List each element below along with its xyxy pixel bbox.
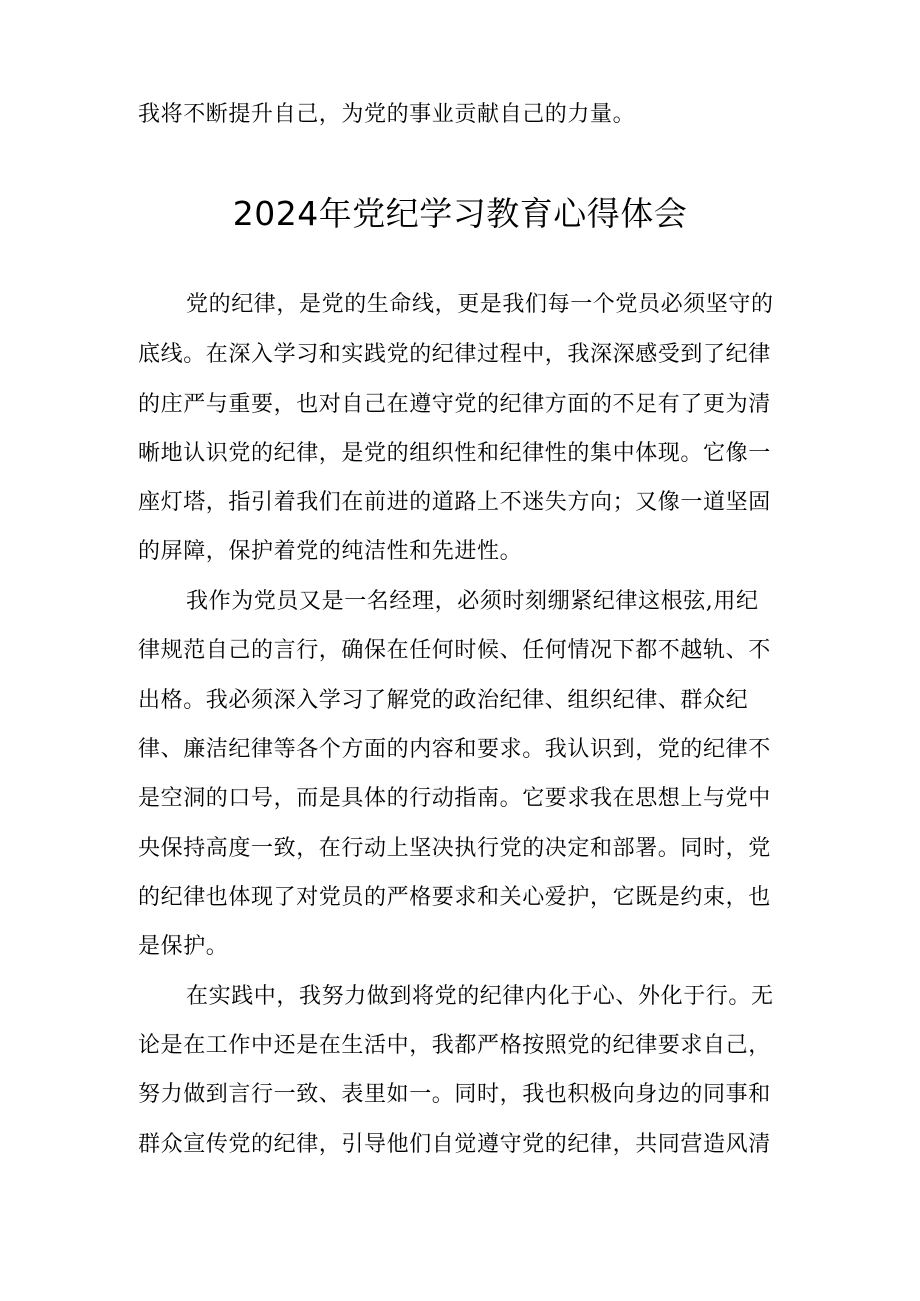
paragraph-1-line-2: 底线。在深入学习和实践党的纪律过程中，我深深感受到了纪律 (138, 342, 771, 367)
previous-essay-closing-line: 我将不断提升自己，为党的事业贡献自己的力量。 (138, 102, 636, 127)
paragraph-2-line-1: 我作为党员又是一名经理，必须时刻绷紧纪律这根弦,用纪 (186, 589, 759, 614)
paragraph-3-line-4: 群众宣传党的纪律，引导他们自觉遵守党的纪律，共同营造风清 (138, 1132, 771, 1157)
paragraph-1-line-4: 晰地认识党的纪律，是党的组织性和纪律性的集中体现。它像一 (138, 441, 771, 466)
paragraph-3-line-1: 在实践中，我努力做到将党的纪律内化于心、外化于行。无 (186, 984, 774, 1009)
paragraph-2-line-5: 是空洞的口号，而是具体的行动指南。它要求我在思想上与党中 (138, 786, 771, 811)
paragraph-2-line-7: 的纪律也体现了对党员的严格要求和关心爱护，它既是约束，也 (138, 885, 771, 910)
paragraph-3-line-3: 努力做到言行一致、表里如一。同时，我也积极向身边的同事和 (138, 1082, 771, 1107)
paragraph-2-line-4: 律、廉洁纪律等各个方面的内容和要求。我认识到，党的纪律不 (138, 737, 771, 762)
paragraph-1-line-3: 的庄严与重要，也对自己在遵守党的纪律方面的不足有了更为清 (138, 392, 771, 417)
page-title: 2024年党纪学习教育心得体会 (232, 194, 688, 233)
paragraph-3-line-2: 论是在工作中还是在生活中，我都严格按照党的纪律要求自己， (138, 1033, 771, 1058)
paragraph-1-line-6: 的屏障，保护着党的纯洁性和先进性。 (138, 539, 523, 564)
paragraph-1-line-1: 党的纪律，是党的生命线，更是我们每一个党员必须坚守的 (186, 292, 774, 317)
paragraph-2-line-6: 央保持高度一致，在行动上坚决执行党的决定和部署。同时，党 (138, 836, 771, 861)
paragraph-1-line-5: 座灯塔，指引着我们在前进的道路上不迷失方向；又像一道坚固 (138, 490, 771, 515)
paragraph-2-line-8: 是保护。 (138, 934, 229, 959)
paragraph-2-line-2: 律规范自己的言行，确保在任何时候、任何情况下都不越轨、不 (138, 638, 771, 663)
paragraph-2-line-3: 出格。我必须深入学习了解党的政治纪律、组织纪律、群众纪 (138, 688, 749, 713)
